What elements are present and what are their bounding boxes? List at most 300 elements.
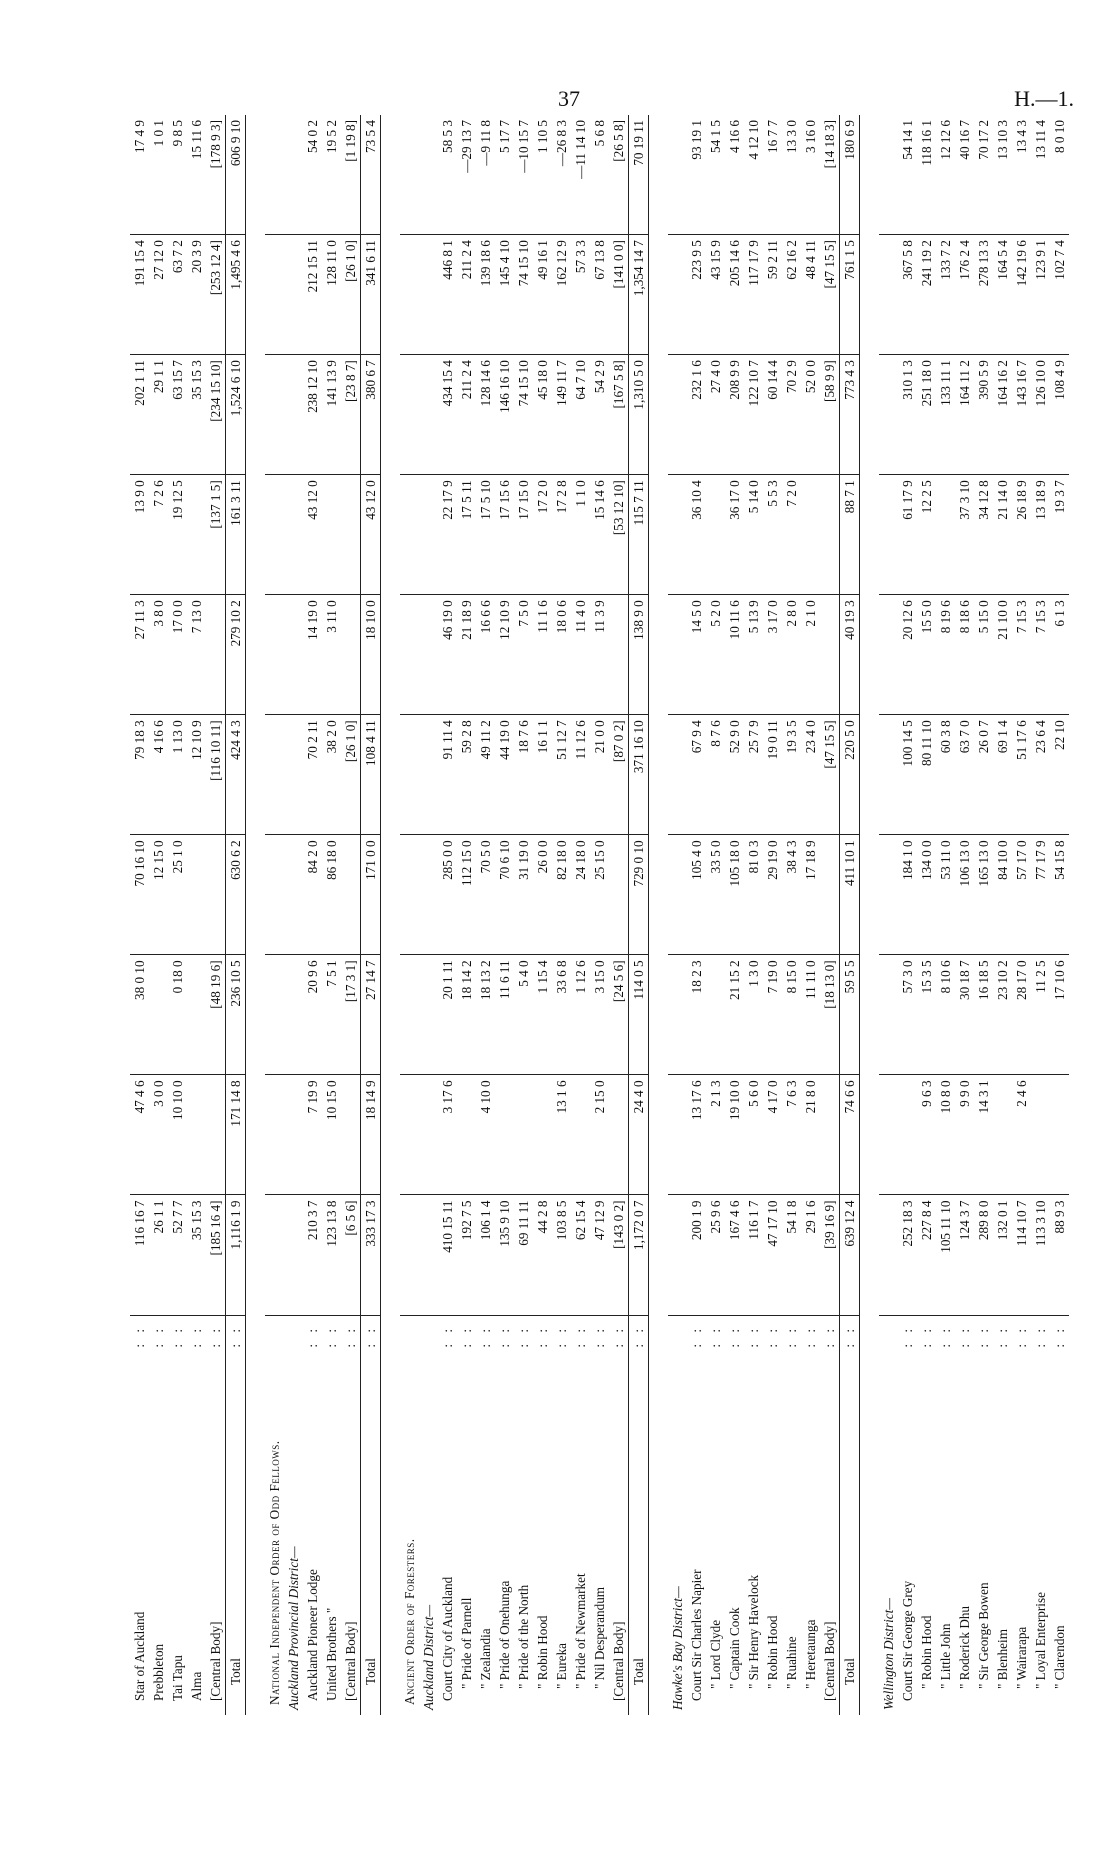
table-row xyxy=(609,115,629,1715)
row-label: " Robin Hood xyxy=(764,1615,780,1689)
amount-cell: 80 11 10 xyxy=(917,715,936,835)
amount-cell: 52 9 0 xyxy=(725,715,744,835)
amount-cell xyxy=(341,1075,361,1195)
table-row xyxy=(322,115,341,1715)
table-row xyxy=(820,115,840,1715)
amount-cell: 70 5 0 xyxy=(476,835,495,955)
amount-cell: 11 6 11 xyxy=(495,955,514,1075)
amount-cell: 176 2 4 xyxy=(955,235,974,355)
amount-cell: 14 3 1 xyxy=(974,1075,993,1195)
amount-cell: 2 1 0 xyxy=(801,595,820,715)
amount-cell: 21 10 0 xyxy=(993,595,1012,715)
amount-cell: 123 13 8 xyxy=(322,1195,341,1315)
amount-cell: 60 14 4 xyxy=(763,355,782,475)
page-number: 37 xyxy=(558,86,580,111)
amount-cell: 8 7 6 xyxy=(706,715,725,835)
row-leader-dots: : : xyxy=(496,1324,512,1348)
amount-cell: 25 9 6 xyxy=(706,1195,725,1315)
spacer-cell xyxy=(381,115,401,1715)
amount-cell xyxy=(419,1075,438,1195)
spacer-row xyxy=(649,115,669,1715)
amount-cell: 63 7 2 xyxy=(168,235,187,355)
amount-cell: 105 4 0 xyxy=(687,835,706,955)
amount-cell: 25 7 9 xyxy=(744,715,763,835)
amount-cell: 135 9 10 xyxy=(495,1195,514,1315)
amount-cell xyxy=(457,1075,476,1195)
amount-cell: 54 0 2 xyxy=(303,115,322,235)
amount-cell: 67 13 8 xyxy=(590,235,609,355)
amount-cell: 2 1 3 xyxy=(706,1075,725,1195)
total-row xyxy=(629,115,649,1715)
amount-cell xyxy=(668,355,687,475)
amount-cell: 146 16 10 xyxy=(495,355,514,475)
amount-cell: 211 2 4 xyxy=(457,235,476,355)
amount-cell: 105 18 0 xyxy=(725,835,744,955)
row-label: " Little John xyxy=(937,1623,953,1689)
amount-cell: 7 5 1 xyxy=(322,955,341,1075)
table-row xyxy=(341,115,361,1715)
amount-cell: 139 18 6 xyxy=(476,235,495,355)
amount-cell: 11 4 0 xyxy=(571,595,590,715)
amount-cell xyxy=(668,835,687,955)
spacer-row xyxy=(246,115,266,1715)
row-label: Total xyxy=(361,1353,381,1715)
amount-cell: 74 15 10 xyxy=(514,355,533,475)
amount-cell: 3 17 0 xyxy=(763,595,782,715)
amount-cell: 21 14 0 xyxy=(993,475,1012,595)
amount-cell: 82 18 0 xyxy=(552,835,571,955)
amount-cell xyxy=(898,1075,917,1195)
table-row xyxy=(476,115,495,1715)
amount-cell: 14 19 0 xyxy=(303,595,322,715)
amount-cell xyxy=(879,475,898,595)
amount-cell: 4 10 0 xyxy=(476,1075,495,1195)
total-row xyxy=(840,115,860,1715)
table-row xyxy=(495,115,514,1715)
amount-cell: 5 6 0 xyxy=(744,1075,763,1195)
amount-cell xyxy=(879,955,898,1075)
amount-cell: 20 1 11 xyxy=(438,955,457,1075)
amount-cell: 341 6 11 xyxy=(361,235,381,355)
amount-cell: [167 5 8] xyxy=(609,355,629,475)
table-row xyxy=(687,115,706,1715)
amount-cell: 124 3 7 xyxy=(955,1195,974,1315)
amount-cell: 47 12 9 xyxy=(590,1195,609,1315)
amount-cell: 69 1 4 xyxy=(993,715,1012,835)
amount-cell xyxy=(284,595,303,715)
amount-cell: 51 17 6 xyxy=(1012,715,1031,835)
row-leader-dots: : : xyxy=(591,1324,607,1348)
amount-cell: 191 15 4 xyxy=(130,235,149,355)
amount-cell: 23 4 0 xyxy=(801,715,820,835)
row-label: " Pride of Newmarket xyxy=(572,1573,588,1689)
amount-cell xyxy=(400,355,419,475)
amount-cell: 126 10 0 xyxy=(1031,355,1050,475)
amount-cell: 5 17 7 xyxy=(495,115,514,235)
amount-cell xyxy=(879,835,898,955)
amount-cell: 21 0 0 xyxy=(590,715,609,835)
amount-cell: 43 12 0 xyxy=(361,475,381,595)
amount-cell: 70 2 11 xyxy=(303,715,322,835)
amount-cell: 88 9 3 xyxy=(1050,1195,1069,1315)
amount-cell xyxy=(571,1075,590,1195)
row-leader-dots: : : xyxy=(1051,1324,1067,1348)
amount-cell: 70 16 10 xyxy=(130,835,149,955)
amount-cell: 279 10 2 xyxy=(226,595,246,715)
row-label: " Sir Henry Havelock xyxy=(745,1574,761,1689)
amount-cell: [6 5 6] xyxy=(341,1195,361,1315)
amount-cell: 31 19 0 xyxy=(514,835,533,955)
amount-cell: 7 13 0 xyxy=(187,595,206,715)
amount-cell: 49 11 2 xyxy=(476,715,495,835)
amount-cell: 34 12 8 xyxy=(974,475,993,595)
amount-cell: 60 3 8 xyxy=(936,715,955,835)
amount-cell: 2 15 0 xyxy=(590,1075,609,1195)
amount-cell: 17 0 0 xyxy=(168,595,187,715)
amount-cell xyxy=(668,475,687,595)
amount-cell: 227 8 4 xyxy=(917,1195,936,1315)
amount-cell: 390 5 9 xyxy=(974,355,993,475)
amount-cell xyxy=(419,475,438,595)
row-leader-dots: : : xyxy=(304,1324,320,1348)
row-leader-dots: : : xyxy=(188,1324,204,1348)
amount-cell: 164 16 2 xyxy=(993,355,1012,475)
amount-cell: 112 15 0 xyxy=(457,835,476,955)
amount-cell: 91 11 4 xyxy=(438,715,457,835)
row-label: Star of Auckland xyxy=(131,1611,147,1701)
amount-cell: 15 5 0 xyxy=(917,595,936,715)
amount-cell xyxy=(400,835,419,955)
spacer-cell xyxy=(649,115,669,1715)
amount-cell: 143 16 7 xyxy=(1012,355,1031,475)
amount-cell: 128 14 6 xyxy=(476,355,495,475)
amount-cell: 223 9 5 xyxy=(687,235,706,355)
amount-cell: 4 12 10 xyxy=(744,115,763,235)
amount-cell: 57 3 0 xyxy=(898,955,917,1075)
amount-cell: 38 4 3 xyxy=(782,835,801,955)
amount-cell xyxy=(419,955,438,1075)
amount-cell: 333 17 3 xyxy=(361,1195,381,1315)
row-label: " Clarendon xyxy=(1051,1625,1067,1689)
row-label: " Ruahine xyxy=(783,1636,799,1689)
amount-cell: 23 6 4 xyxy=(1031,715,1050,835)
amount-cell: 149 11 7 xyxy=(552,355,571,475)
amount-cell xyxy=(284,475,303,595)
amount-cell: 23 10 2 xyxy=(993,955,1012,1075)
amount-cell: 106 1 4 xyxy=(476,1195,495,1315)
amount-cell: 4 16 6 xyxy=(725,115,744,235)
amount-cell: 47 17 10 xyxy=(763,1195,782,1315)
amount-cell xyxy=(668,235,687,355)
amount-cell: 192 7 5 xyxy=(457,1195,476,1315)
row-label: Tai Tapu xyxy=(169,1655,185,1701)
amount-cell: 278 13 3 xyxy=(974,235,993,355)
amount-cell: 19 3 5 xyxy=(782,715,801,835)
table-row xyxy=(206,115,226,1715)
row-leader-dots: : : xyxy=(207,1324,223,1348)
amount-cell: 70 19 11 xyxy=(629,115,649,235)
amount-cell: 411 10 1 xyxy=(840,835,860,955)
amount-cell: 7 15 3 xyxy=(1012,595,1031,715)
amount-cell: 20 12 6 xyxy=(898,595,917,715)
row-label: " Captain Cook xyxy=(726,1607,742,1689)
amount-cell: 5 13 9 xyxy=(744,595,763,715)
amount-cell: 18 14 2 xyxy=(457,955,476,1075)
row-leader-dots: : : xyxy=(707,1324,723,1348)
amount-cell xyxy=(206,595,226,715)
amount-cell: 10 10 0 xyxy=(168,1075,187,1195)
table-body xyxy=(130,115,1069,1715)
amount-cell: 59 2 8 xyxy=(457,715,476,835)
row-leader-dots: : : xyxy=(477,1324,493,1348)
amount-cell: 3 15 0 xyxy=(590,955,609,1075)
amount-cell: 19 3 7 xyxy=(1050,475,1069,595)
row-label: Ancient Order of Foresters. xyxy=(401,1538,417,1705)
row-label: " Wairarapa xyxy=(1013,1626,1029,1689)
row-leader-dots: : : xyxy=(458,1324,474,1348)
row-leader-dots: : : xyxy=(821,1324,837,1348)
amount-cell: 19 5 2 xyxy=(322,115,341,235)
amount-cell: 133 7 2 xyxy=(936,235,955,355)
document-code: H.—1. xyxy=(1014,86,1074,111)
row-label: " Loyal Enterprise xyxy=(1032,1592,1048,1689)
table-row xyxy=(1031,115,1050,1715)
row-label: " Lord Clyde xyxy=(707,1619,723,1689)
amount-cell xyxy=(206,1075,226,1195)
amount-cell xyxy=(419,715,438,835)
amount-cell xyxy=(1031,1075,1050,1195)
table-row xyxy=(590,115,609,1715)
amount-cell: 25 15 0 xyxy=(590,835,609,955)
amount-cell: 180 6 9 xyxy=(840,115,860,235)
amount-cell: 371 16 10 xyxy=(629,715,649,835)
amount-cell: 289 8 0 xyxy=(974,1195,993,1315)
amount-cell: 18 14 9 xyxy=(361,1075,381,1195)
amount-cell: 103 8 5 xyxy=(552,1195,571,1315)
amount-cell: 51 12 7 xyxy=(552,715,571,835)
amount-cell: 70 2 9 xyxy=(782,355,801,475)
row-label: " Sir George Bowen xyxy=(975,1582,991,1689)
amount-cell: 17 5 10 xyxy=(476,475,495,595)
amount-cell: 45 18 0 xyxy=(533,355,552,475)
amount-cell: 70 6 10 xyxy=(495,835,514,955)
row-leader-dots: : : xyxy=(515,1324,531,1348)
amount-cell: 4 17 0 xyxy=(763,1075,782,1195)
amount-cell xyxy=(265,1195,284,1315)
amount-cell: 30 18 7 xyxy=(955,955,974,1075)
amount-cell: 1,354 14 7 xyxy=(629,235,649,355)
amount-cell: 3 16 0 xyxy=(801,115,820,235)
amount-cell xyxy=(879,115,898,235)
amount-cell xyxy=(284,1195,303,1315)
row-label: " Pride of Parnell xyxy=(458,1597,474,1689)
amount-cell xyxy=(284,835,303,955)
table-row xyxy=(955,115,974,1715)
table-row xyxy=(936,115,955,1715)
amount-cell: 29 1 1 xyxy=(149,355,168,475)
amount-cell xyxy=(609,595,629,715)
amount-cell: 35 15 3 xyxy=(187,355,206,475)
amount-cell: 18 2 3 xyxy=(687,955,706,1075)
amount-cell: 29 19 0 xyxy=(763,835,782,955)
amount-cell: [116 10 11] xyxy=(206,715,226,835)
row-label: Court Sir Charles Napier xyxy=(688,1569,704,1701)
amount-cell: 21 18 9 xyxy=(457,595,476,715)
amount-cell xyxy=(187,835,206,955)
amount-cell: [234 15 10] xyxy=(206,355,226,475)
amount-cell: 114 10 7 xyxy=(1012,1195,1031,1315)
amount-cell: 367 5 8 xyxy=(898,235,917,355)
amount-cell xyxy=(820,1075,840,1195)
row-leader-dots: : : xyxy=(918,1324,934,1348)
amount-cell xyxy=(1050,1075,1069,1195)
table-row xyxy=(533,115,552,1715)
amount-cell xyxy=(419,115,438,235)
amount-cell: 59 2 11 xyxy=(763,235,782,355)
amount-cell: 27 11 3 xyxy=(130,595,149,715)
amount-cell: 161 3 11 xyxy=(226,475,246,595)
amount-cell: 424 4 3 xyxy=(226,715,246,835)
amount-cell: 20 9 6 xyxy=(303,955,322,1075)
amount-cell: 1 0 1 xyxy=(149,115,168,235)
amount-cell: 19 12 5 xyxy=(168,475,187,595)
amount-cell: 8 0 10 xyxy=(1050,115,1069,235)
amount-cell: 21 15 2 xyxy=(725,955,744,1075)
amount-cell: 13 3 0 xyxy=(782,115,801,235)
table-row xyxy=(763,115,782,1715)
amount-cell: 1,172 0 7 xyxy=(629,1195,649,1315)
amount-cell: 200 1 9 xyxy=(687,1195,706,1315)
amount-cell: 17 18 9 xyxy=(801,835,820,955)
row-leader-dots: : : xyxy=(629,1315,649,1353)
row-leader-dots: : : xyxy=(131,1324,147,1348)
table-row xyxy=(168,115,187,1715)
amount-cell xyxy=(400,475,419,595)
amount-cell xyxy=(265,715,284,835)
amount-cell: 13 11 4 xyxy=(1031,115,1050,235)
amount-cell: 38 2 0 xyxy=(322,715,341,835)
amount-cell: 10 11 6 xyxy=(725,595,744,715)
amount-cell: 5 5 3 xyxy=(763,475,782,595)
amount-cell: [23 8 7] xyxy=(341,355,361,475)
amount-cell: 210 3 7 xyxy=(303,1195,322,1315)
amount-cell xyxy=(341,835,361,955)
row-leader-dots: : : xyxy=(726,1324,742,1348)
amount-cell xyxy=(284,355,303,475)
amount-cell xyxy=(668,115,687,235)
amount-cell: 761 1 5 xyxy=(840,235,860,355)
row-leader-dots: : : xyxy=(745,1324,761,1348)
amount-cell xyxy=(820,475,840,595)
table-row xyxy=(782,115,801,1715)
amount-cell: 434 15 4 xyxy=(438,355,457,475)
amount-cell: 117 17 9 xyxy=(744,235,763,355)
amount-cell: 8 10 6 xyxy=(936,955,955,1075)
amount-cell xyxy=(879,1075,898,1195)
row-leader-dots: : : xyxy=(688,1324,704,1348)
amount-cell: 13 1 6 xyxy=(552,1075,571,1195)
row-leader-dots: : : xyxy=(1032,1324,1048,1348)
amount-cell: [24 5 6] xyxy=(609,955,629,1075)
row-leader-dots: : : xyxy=(169,1324,185,1348)
amount-cell: 62 15 4 xyxy=(571,1195,590,1315)
amount-cell: 17 10 6 xyxy=(1050,955,1069,1075)
amount-cell xyxy=(341,595,361,715)
amount-cell: 43 12 0 xyxy=(303,475,322,595)
amount-cell: 238 12 10 xyxy=(303,355,322,475)
amount-cell xyxy=(936,475,955,595)
amount-cell xyxy=(400,235,419,355)
row-label: " Heretaunga xyxy=(802,1619,818,1689)
amount-cell xyxy=(284,115,303,235)
table-row xyxy=(149,115,168,1715)
amount-cell: 15 14 6 xyxy=(590,475,609,595)
row-label: Prebbleton xyxy=(150,1643,166,1701)
row-label: Alma xyxy=(188,1671,204,1701)
amount-cell: 252 18 3 xyxy=(898,1195,917,1315)
district-heading-row xyxy=(419,115,438,1715)
table-row xyxy=(438,115,457,1715)
row-leader-dots: : : xyxy=(342,1324,358,1348)
amount-cell xyxy=(879,355,898,475)
amount-cell: 27 14 7 xyxy=(361,955,381,1075)
table-row xyxy=(1012,115,1031,1715)
amount-cell: [47 15 5] xyxy=(820,715,840,835)
amount-cell: 84 10 0 xyxy=(993,835,1012,955)
amount-cell xyxy=(400,1075,419,1195)
amount-cell: 46 19 0 xyxy=(438,595,457,715)
amount-cell: 14 5 0 xyxy=(687,595,706,715)
amount-cell xyxy=(879,595,898,715)
amount-cell: 232 1 6 xyxy=(687,355,706,475)
amount-cell: 12 10 9 xyxy=(187,715,206,835)
amount-cell: 86 18 0 xyxy=(322,835,341,955)
amount-cell: —11 14 10 xyxy=(571,115,590,235)
friendly-societies-table xyxy=(130,115,1069,1715)
amount-cell: 19 0 11 xyxy=(763,715,782,835)
amount-cell: 70 17 2 xyxy=(974,115,993,235)
amount-cell xyxy=(879,235,898,355)
row-label: " Blenheim xyxy=(994,1629,1010,1689)
amount-cell: 81 0 3 xyxy=(744,835,763,955)
amount-cell: 114 0 5 xyxy=(629,955,649,1075)
table-row xyxy=(917,115,936,1715)
amount-cell: 40 16 7 xyxy=(955,115,974,235)
row-leader-dots: : : xyxy=(323,1324,339,1348)
row-label: Hawke's Bay District— xyxy=(669,1586,685,1710)
amount-cell: 5 6 8 xyxy=(590,115,609,235)
spacer-row xyxy=(860,115,880,1715)
amount-cell: 17 2 0 xyxy=(533,475,552,595)
amount-cell: 67 9 4 xyxy=(687,715,706,835)
amount-cell: 26 0 0 xyxy=(533,835,552,955)
amount-cell: 49 16 1 xyxy=(533,235,552,355)
amount-cell: 12 2 5 xyxy=(917,475,936,595)
amount-cell: 285 0 0 xyxy=(438,835,457,955)
amount-cell: 44 19 0 xyxy=(495,715,514,835)
amount-cell: 13 10 3 xyxy=(993,115,1012,235)
amount-cell: 84 2 0 xyxy=(303,835,322,955)
amount-cell: [17 3 1] xyxy=(341,955,361,1075)
row-leader-dots: : : xyxy=(1013,1324,1029,1348)
amount-cell xyxy=(265,595,284,715)
amount-cell xyxy=(400,595,419,715)
amount-cell: 236 10 5 xyxy=(226,955,246,1075)
amount-cell: 132 0 1 xyxy=(993,1195,1012,1315)
table-row xyxy=(801,115,820,1715)
amount-cell: 310 1 3 xyxy=(898,355,917,475)
amount-cell xyxy=(533,1075,552,1195)
